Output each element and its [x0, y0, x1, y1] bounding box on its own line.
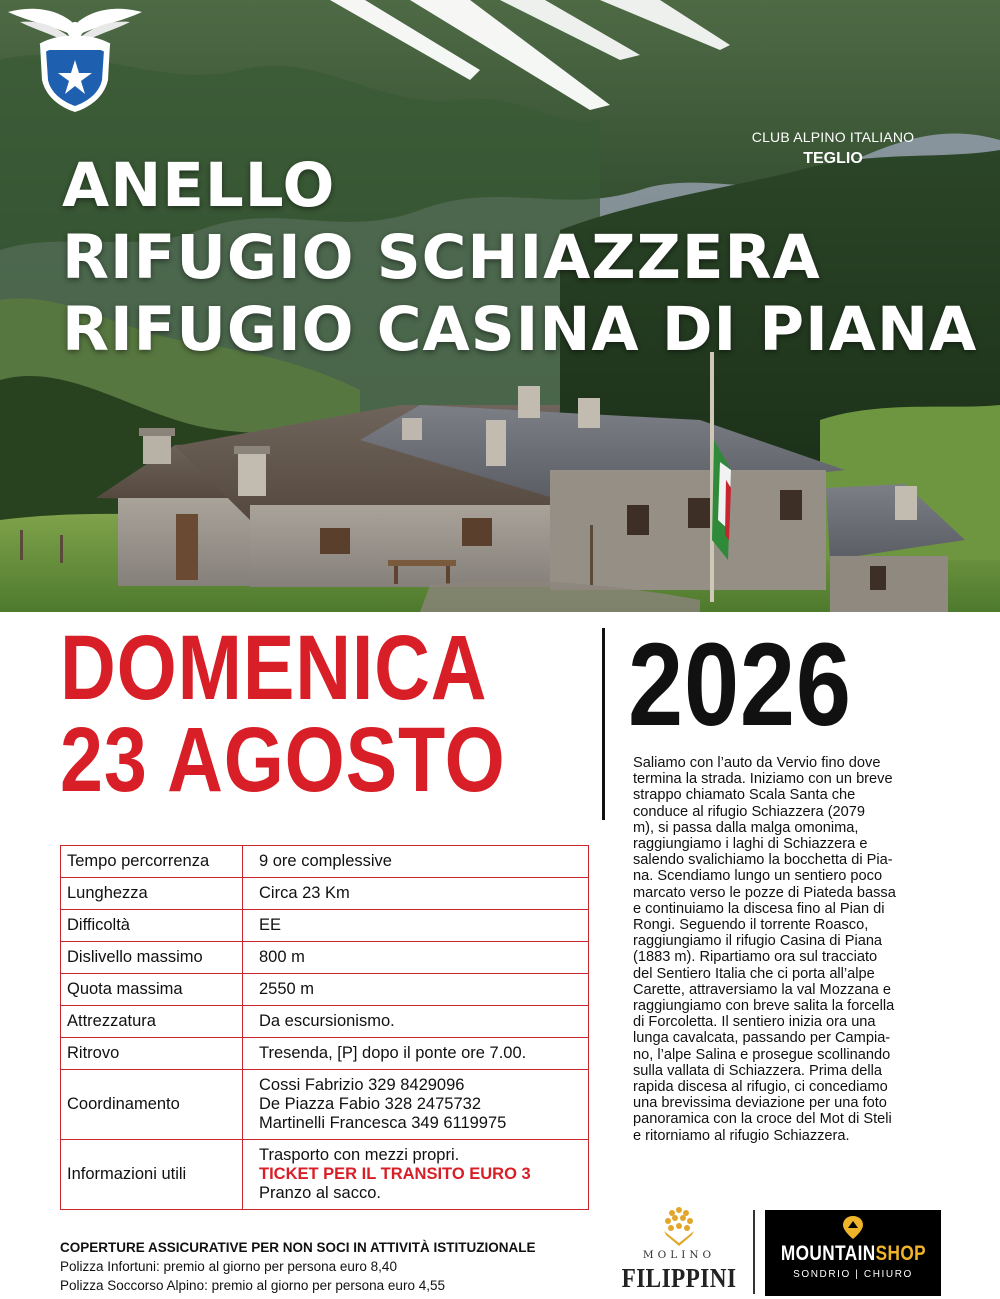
shop-locations: SONDRIO | CHIURO — [793, 1269, 913, 1280]
title-line-2: RIFUGIO SCHIAZZERA — [62, 222, 821, 293]
description-line: panoramica con la croce del Mot di Steli — [633, 1111, 892, 1128]
row-value: 9 ore complessive — [243, 846, 589, 878]
description-line: raggiungiamo i laghi di Schiazzera e — [633, 836, 868, 853]
coordinator-2: De Piazza Fabio 328 2475732 — [259, 1095, 481, 1113]
row-value: EE — [243, 910, 589, 942]
date-day-month: 23 AGOSTO — [60, 709, 506, 811]
shop-name-part-1: MOUNTAIN — [780, 1242, 876, 1265]
title-line-3: RIFUGIO CASINA DI PIANA — [62, 294, 978, 365]
row-label: Attrezzatura — [61, 1006, 243, 1038]
description-line: raggiungiamo con breve salita la forcella — [633, 998, 895, 1015]
row-value: Circa 23 Km — [243, 878, 589, 910]
description-line: rapida discesa al rifugio, ci concediamo — [633, 1079, 888, 1096]
cai-eagle-logo — [0, 0, 150, 115]
filippini-label: FILIPPINI — [621, 1263, 737, 1293]
event-title — [62, 150, 977, 366]
table-row — [61, 878, 589, 910]
description-line: del Sentiero Italia che ci porta all’alpe — [633, 965, 875, 982]
table-row — [61, 1070, 589, 1140]
date-weekday: DOMENICA — [60, 617, 488, 719]
table-row — [61, 846, 589, 878]
hero-photo — [0, 0, 1000, 612]
table-row — [61, 974, 589, 1006]
insurance-rescue: Polizza Soccorso Alpino: premio al giorno per persona euro 4,55 — [60, 1278, 445, 1293]
coordinators-list — [243, 1070, 589, 1140]
description-line: salendo svalichiamo la bocchetta di Pia- — [633, 852, 893, 869]
description-line: e continuiamo la discesa fino al Pian di — [633, 900, 885, 917]
row-label: Difficoltà — [61, 910, 243, 942]
info-lunch: Pranzo al sacco. — [259, 1184, 381, 1202]
description-line: Saliamo con l’auto da Vervio fino dove — [633, 755, 881, 771]
table-row — [61, 1140, 589, 1210]
club-city: TEGLIO — [803, 150, 863, 167]
row-label: Informazioni utili — [61, 1140, 243, 1210]
description-line: raggiungiamo il rifugio Casina di Piana — [633, 933, 883, 950]
info-transport: Trasporto con mezzi propri. — [259, 1146, 460, 1164]
event-date — [60, 617, 591, 811]
event-year: 2026 — [628, 619, 852, 751]
row-value: 2550 m — [243, 974, 589, 1006]
molino-label: MOLINO — [642, 1249, 716, 1261]
description-line: marcato verso le pozze di Piateda bassa — [633, 884, 896, 901]
row-label: Dislivello massimo — [61, 942, 243, 974]
insurance-accident: Polizza Infortuni: premio al giorno per persona euro 8,40 — [60, 1259, 397, 1274]
insurance-title: COPERTURE ASSICURATIVE PER NON SOCI IN ATTIVITÀ ISTITUZIONALE — [60, 1240, 536, 1255]
row-value: Tresenda, [P] dopo il ponte ore 7.00. — [243, 1038, 589, 1070]
description-line: una brevissima deviazione per una foto — [633, 1095, 887, 1112]
coordinator-1: Cossi Fabrizio 329 8429096 — [259, 1076, 465, 1094]
table-row — [61, 942, 589, 974]
useful-info — [243, 1140, 589, 1210]
description-line: strappo chiamato Scala Santa che — [633, 787, 856, 804]
description-line: Carette, attraversiamo la val Mozzana e — [633, 981, 891, 998]
row-label: Quota massima — [61, 974, 243, 1006]
wheat-logo-icon — [612, 1205, 746, 1247]
description-line: conduce al rifugio Schiazzera (2079 — [633, 803, 866, 820]
row-label: Coordinamento — [61, 1070, 243, 1140]
description-line: sulla vallata di Schiazzera. Prima della — [633, 1062, 883, 1079]
sponsor-mountain-shop — [765, 1210, 941, 1296]
location-pin-icon — [765, 1210, 941, 1242]
route-description — [633, 755, 945, 1144]
description-line: termina la strada. Iniziamo con un breve — [633, 771, 893, 788]
description-line: lunga cavalcata, passando per Campia- — [633, 1030, 891, 1047]
shop-name-part-2: SHOP — [875, 1242, 927, 1265]
row-label: Lunghezza — [61, 878, 243, 910]
mountain-shop-name — [781, 1242, 925, 1266]
row-label: Tempo percorrenza — [61, 846, 243, 878]
description-line: no, l’alpe Salina e prosegue scollinando — [633, 1046, 891, 1063]
info-ticket: TICKET PER IL TRANSITO EURO 3 — [259, 1165, 531, 1183]
club-name: CLUB ALPINO ITALIANO — [751, 129, 915, 145]
description-line: m), si passa dalla malga omonima, — [633, 819, 859, 836]
table-row — [61, 1038, 589, 1070]
description-line: (1883 m). Ripartiamo ora sul tracciato — [633, 949, 878, 966]
row-value: 800 m — [243, 942, 589, 974]
description-line: na. Scendiamo lungo un sentiero poco — [633, 868, 883, 885]
table-row — [61, 1006, 589, 1038]
coordinator-3: Martinelli Francesca 349 6119975 — [259, 1114, 507, 1132]
date-divider — [602, 628, 605, 820]
description-line: Rongi. Seguendo il torrente Roasco, — [633, 917, 869, 934]
sponsor-divider — [753, 1210, 755, 1294]
sponsor-molino-filippini — [612, 1205, 746, 1297]
row-label: Ritrovo — [61, 1038, 243, 1070]
description-line: di Forcoletta. Il sentiero inizia ora una — [633, 1014, 876, 1031]
info-table — [60, 845, 589, 1210]
table-row — [61, 910, 589, 942]
description-line: e ritorniamo al rifugio Schiazzera. — [633, 1127, 850, 1144]
row-value: Da escursionismo. — [243, 1006, 589, 1038]
title-line-1: ANELLO — [62, 150, 336, 221]
